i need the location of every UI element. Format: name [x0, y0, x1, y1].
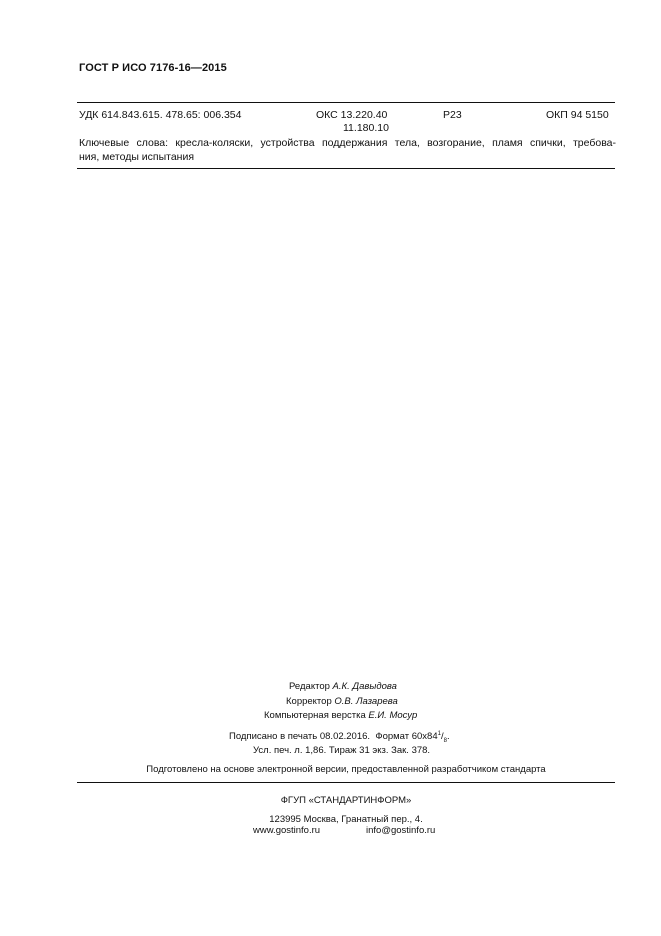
- okp-code: ОКП 94 5150: [546, 109, 609, 121]
- top-divider: [77, 102, 615, 103]
- prepared-note: Подготовлено на основе электронной версии, предоставленной разработчиком стандарта: [146, 764, 546, 775]
- imprint-divider: [77, 782, 615, 783]
- group-code: Р23: [443, 109, 462, 121]
- editor-name: А.К. Давыдова: [332, 681, 397, 692]
- format-numerator: 1: [437, 730, 441, 737]
- format-end: .: [446, 731, 450, 742]
- publisher-name: ФГУП «СТАНДАРТИНФОРМ»: [280, 795, 412, 806]
- format-label: Формат 60x84: [375, 731, 438, 742]
- editor-line: [289, 681, 397, 692]
- keywords-block: [79, 137, 616, 164]
- oks-code-1: ОКС 13.220.40: [316, 109, 388, 121]
- layout-line: [264, 710, 417, 721]
- bottom-divider: [77, 168, 615, 169]
- corrector-name: О.В. Лазарева: [334, 696, 398, 707]
- publisher-website[interactable]: www.gostinfo.ru: [253, 825, 321, 836]
- layout-label: Компьютерная верстка: [264, 710, 366, 721]
- keywords-line-2: ния, методы испытания: [79, 150, 195, 163]
- signed-line: Подписано в печать 08.02.2016. Формат $60x84^1/_8$.: [229, 730, 450, 744]
- keywords-line-1: Ключевые слова: кресла-коляски, устройства поддержания тела, возгорание, пламя спички, требова-: [79, 137, 616, 149]
- signed-date: Подписано в печать 08.02.2016.: [229, 731, 371, 742]
- print-info: Усл. печ. л. 1,86. Тираж 31 экз. Зак. 378.: [253, 745, 431, 756]
- corrector-line: [286, 696, 398, 707]
- oks-code-2: 11.180.10: [343, 122, 389, 134]
- publisher-email[interactable]: info@gostinfo.ru: [366, 825, 436, 836]
- format-denominator: 8: [443, 737, 447, 744]
- udk-code: УДК 614.843.615. 478.65: 006.354: [79, 109, 242, 121]
- corrector-label: Корректор: [286, 696, 332, 707]
- editor-label: Редактор: [289, 681, 330, 692]
- document-header-title: ГОСТ Р ИСО 7176-16—2015: [79, 62, 227, 74]
- layout-name: Е.И. Мосур: [368, 710, 418, 721]
- publisher-address: 123995 Москва, Гранатный пер., 4.: [269, 814, 423, 825]
